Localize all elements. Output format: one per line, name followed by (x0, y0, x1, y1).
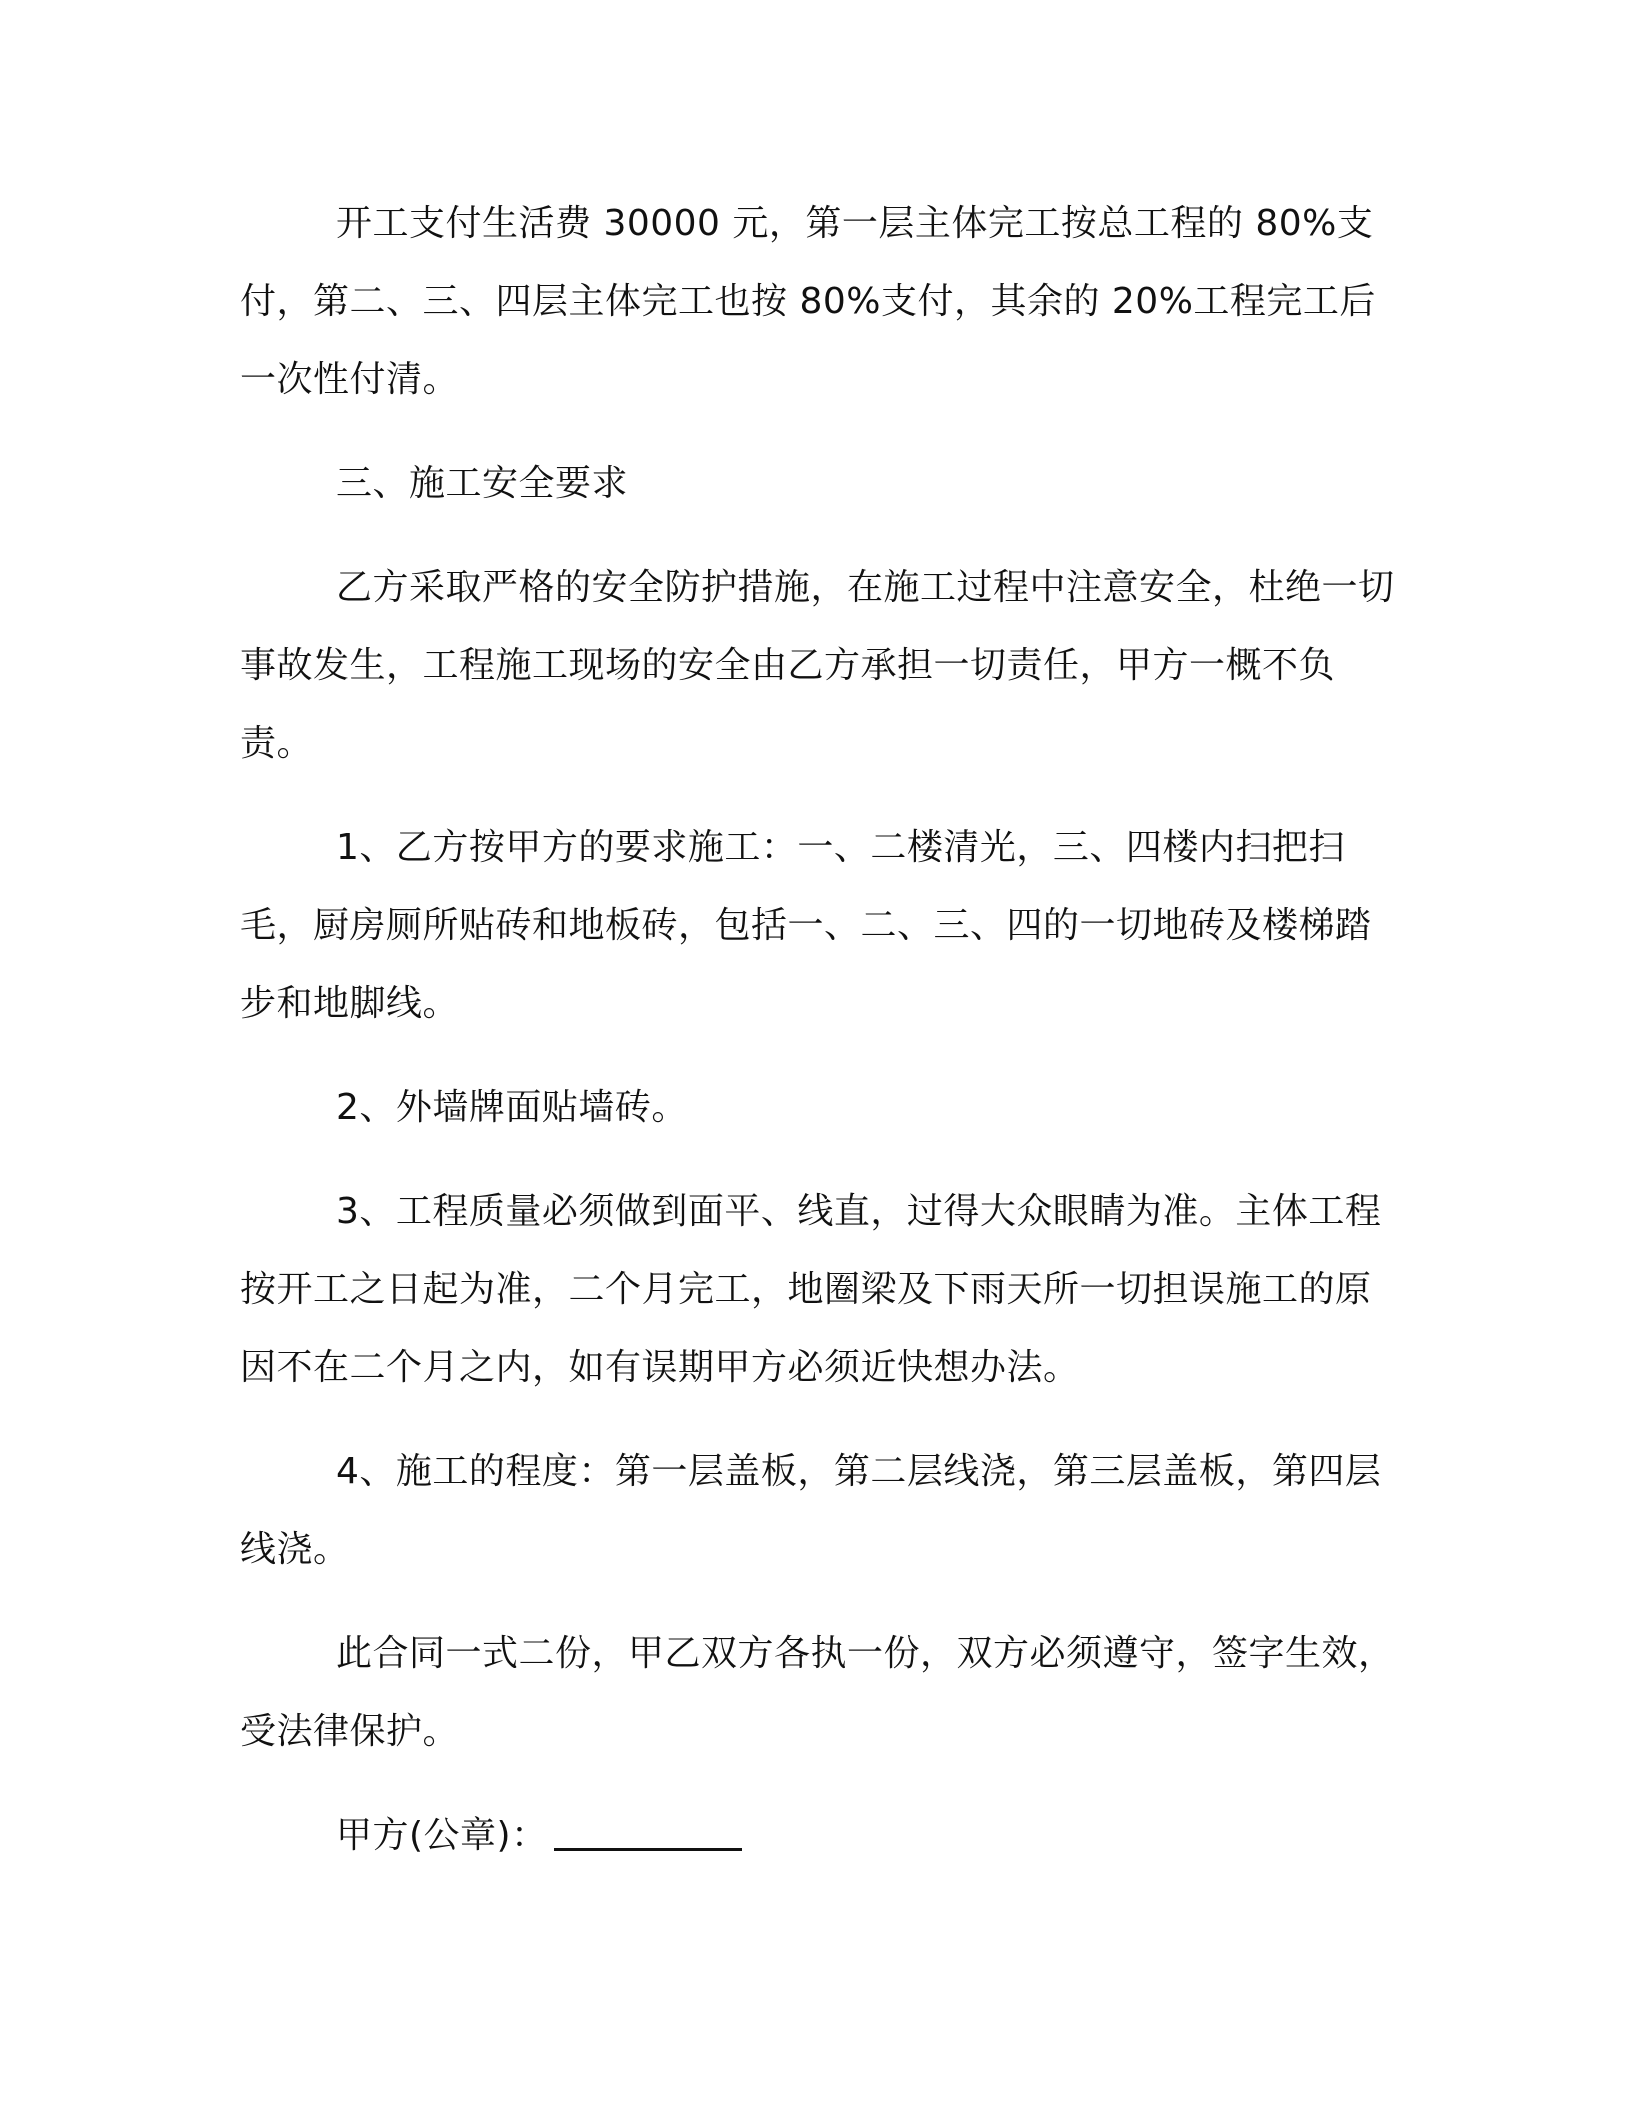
safety-paragraph: 乙方采取严格的安全防护措施，在施工过程中注意安全，杜绝一切事故发生，工程施工现场的安全由乙方承担一切责任，甲方一概不负责。 (240, 567, 1395, 764)
document-body (240, 185, 1400, 1875)
payment-terms-paragraph: 开工支付生活费 30000 元，第一层主体完工按总工程的 80%支付，第二、三、四层主体完工也按 80%支付，其余的 20%工程完工后一次性付清。 (240, 203, 1376, 400)
signature-blank-line (554, 1808, 742, 1851)
section-heading-safety: 三、施工安全要求 (336, 463, 629, 504)
contract-copies-paragraph: 此合同一式二份，甲乙双方各执一份，双方必须遵守，签字生效，受法律保护。 (240, 1633, 1395, 1752)
requirement-item-3: 3、工程质量必须做到面平、线直，过得大众眼睛为准。主体工程按开工之日起为准，二个月完工，地圈梁及下雨天所一切担误施工的原因不在二个月之内，如有误期甲方必须近快想办法。 (240, 1191, 1382, 1388)
party-a-signature-label: 甲方(公章)： (336, 1815, 548, 1856)
requirement-item-4: 4、施工的程度：第一层盖板，第二层线浇，第三层盖板，第四层线浇。 (240, 1451, 1382, 1570)
requirement-item-2: 2、外墙牌面贴墙砖。 (336, 1087, 688, 1128)
party-a-signature (240, 1797, 1400, 1875)
requirement-item-1: 1、乙方按甲方的要求施工：一、二楼清光，三、四楼内扫把扫毛，厨房厕所贴砖和地板砖，包括一、二、三、四的一切地砖及楼梯踏步和地脚线。 (240, 827, 1372, 1024)
